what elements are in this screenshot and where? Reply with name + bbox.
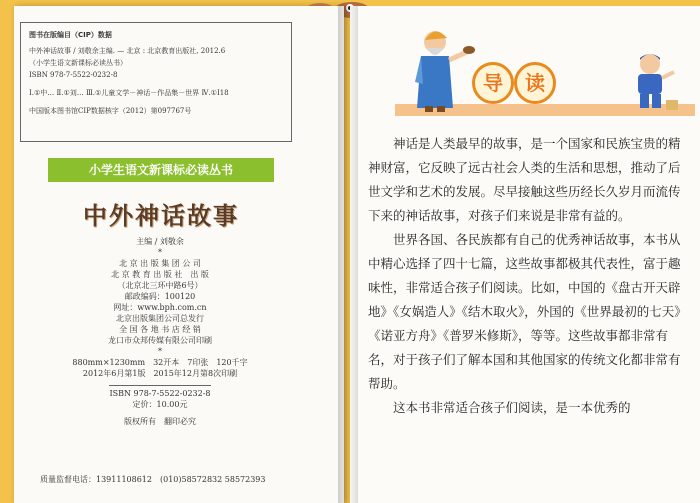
paragraph: 这本书非常适合孩子们阅读，是一本优秀的: [393, 400, 631, 415]
pub-line: 邮政编码：100120: [124, 292, 196, 301]
book-title: 中外神话故事: [83, 202, 239, 230]
pub-line: 北京出版集团公司总发行: [116, 314, 204, 323]
pub-line: 龙口市众邦传媒有限公司印刷: [108, 336, 212, 345]
editor-credit: 主编 / 刘敬余: [136, 237, 184, 246]
paragraph: 神话是人类最早的故事，是一个国家和民族宝贵的精神财富，它反映了远古社会人类的生活和思想，推动了后世文学和艺术的发展。尽早接触这些历经长久岁月而流传下来的神话故事，对孩子们来说是非常有益的。: [368, 136, 681, 223]
isbn: ISBN 978-7-5522-0232-8: [109, 385, 210, 399]
book-gutter: [338, 6, 358, 503]
pub-line: 网址：www.bph.com.cn: [113, 303, 207, 312]
cip-line: ISBN 978-7-5522-0232-8: [29, 71, 118, 79]
quality-phone: 质量监督电话：13911108612 (010)58572832 58572393: [40, 475, 266, 484]
boy-illustration: [628, 50, 680, 112]
pub-line: 2012年6月第1版 2015年12月第8次印刷: [82, 369, 238, 378]
paragraph: 世界各国、各民族都有自己的优秀神话故事，本书从中精心选择了四十七篇，这些故事都极其代表性，富于趣味性，非常适合孩子们阅读。比如，中国的《盘古开天辟地》《女娲造人》《结木取火》，外国的《世界最初的七天》《诺亚方舟》《普罗米修斯》，等等。这些故事都非常有名，对于孩子们了解本国和其他国家的传统文化都非常有帮助。: [368, 232, 681, 391]
rights-notice: 版权所有 翻印必究: [124, 417, 196, 426]
pub-line: 北 京 出 版 集 团 公 司: [119, 259, 201, 268]
pub-line: *: [158, 347, 162, 356]
cip-line: Ⅰ.①中… Ⅱ.①刘… Ⅲ.①儿童文学－神话－作品集－世界 Ⅳ.①I18: [29, 89, 229, 97]
pub-line: 880mm×1230mm 32开本 7印张 120千字: [72, 358, 248, 367]
cip-line: 中国版本图书馆CIP数据核字（2012）第097767号: [29, 107, 192, 115]
pub-line: 北 京 教 育 出 版 社 出 版: [111, 270, 209, 279]
heading-char-du: 读: [514, 62, 556, 104]
cip-data-box: [20, 22, 292, 142]
heading-char-dao: 导: [472, 62, 514, 104]
cip-line: （小学生语文新课标必读丛书）: [29, 59, 127, 67]
price: 定价：10.00元: [132, 400, 188, 409]
publication-info: [60, 236, 260, 427]
cip-header: 图书在版编目（CIP）数据: [29, 31, 112, 39]
cip-line: 中外神话故事 / 刘敬余主编. — 北京 : 北京教育出版社, 2012.6: [29, 47, 226, 55]
old-man-illustration: [405, 22, 475, 114]
introduction-text: [368, 132, 684, 420]
pub-line: 全 国 各 地 书 店 经 销: [119, 325, 201, 334]
pub-line: （北京北三环中路6号）: [117, 281, 203, 290]
series-banner: 小学生语文新课标必读丛书: [48, 158, 274, 182]
pub-line: *: [158, 248, 162, 257]
